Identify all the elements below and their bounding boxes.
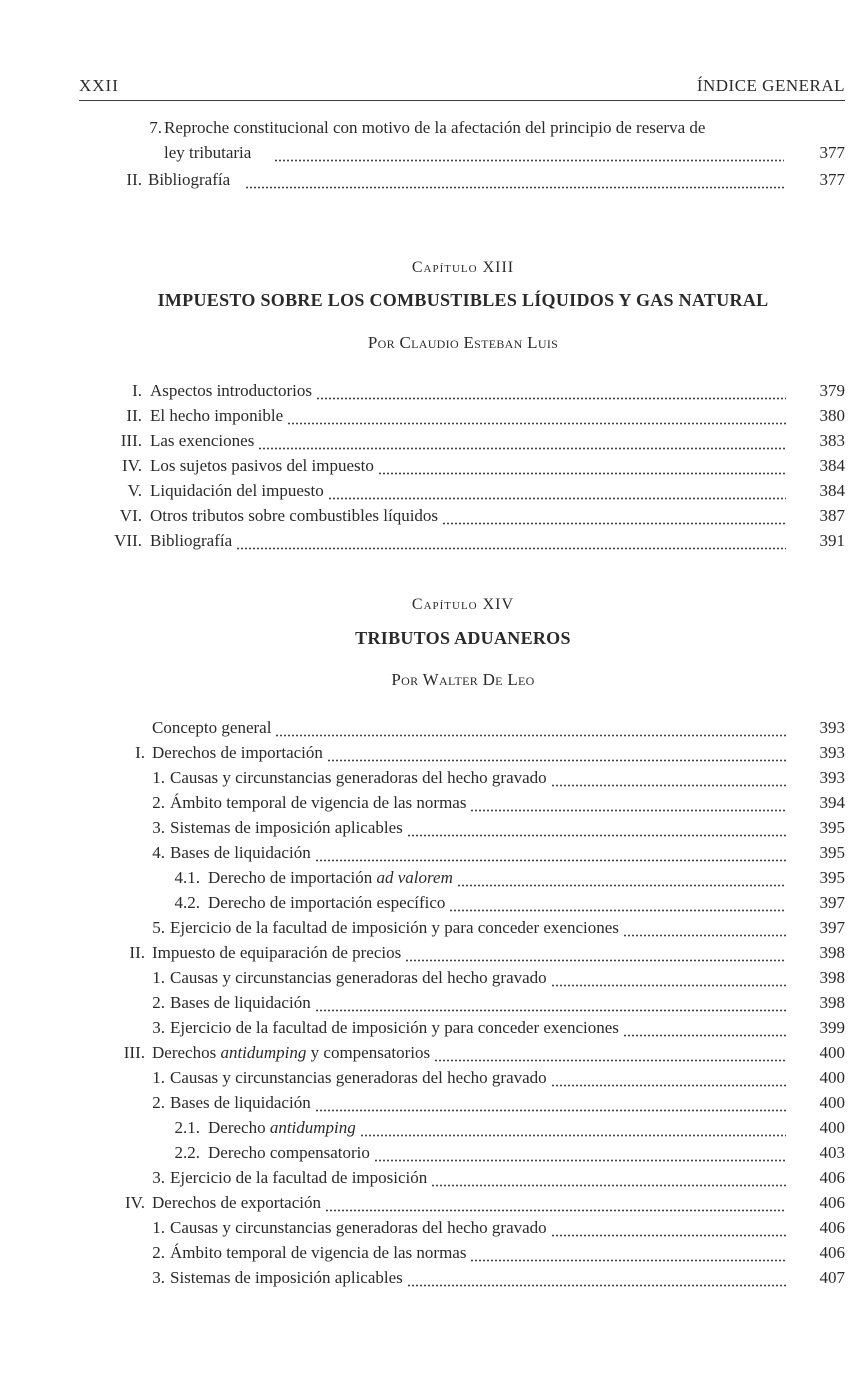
entry-text bbox=[150, 456, 374, 476]
page-number-roman: XXII bbox=[79, 76, 119, 95]
entry-page: 406 bbox=[819, 1193, 845, 1212]
toc-entry bbox=[0, 1118, 867, 1144]
entry-number: IV. bbox=[125, 1193, 145, 1212]
toc-entry bbox=[0, 793, 867, 819]
toc-entry-continuation bbox=[0, 143, 867, 169]
entry-number: 2. bbox=[152, 993, 165, 1012]
running-header bbox=[79, 74, 845, 101]
chapter-title: IMPUESTO SOBRE LOS COMBUSTIBLES LÍQUIDOS Y GAS NATURAL bbox=[157, 290, 769, 310]
entry-number: II. bbox=[126, 170, 142, 189]
entry-text bbox=[150, 481, 324, 501]
toc-entry bbox=[0, 456, 867, 482]
toc-entry bbox=[0, 943, 867, 969]
entry-text-main: Impuesto de equiparación de precios bbox=[152, 943, 402, 962]
dot-leader bbox=[327, 759, 786, 762]
entry-number: 2.1. bbox=[174, 1118, 200, 1137]
entry-number: IV. bbox=[122, 456, 142, 475]
entry-number: III. bbox=[123, 1043, 145, 1062]
entry-number: II. bbox=[126, 406, 142, 425]
entry-text: Reproche constitucional con motivo de la afectación del principio de reserva de bbox=[164, 118, 706, 137]
entry-text bbox=[150, 381, 312, 401]
entry-text bbox=[170, 1268, 403, 1288]
entry-number: 2. bbox=[152, 793, 165, 812]
dot-leader bbox=[407, 834, 786, 837]
dot-leader bbox=[360, 1134, 786, 1137]
entry-text-main: Ámbito temporal de vigencia de las normas bbox=[170, 793, 467, 812]
dot-leader bbox=[236, 547, 786, 550]
entry-text-main: Concepto general bbox=[152, 718, 272, 737]
toc-entry bbox=[0, 431, 867, 457]
entry-text-main: Causas y circunstancias generadoras del hecho gravado bbox=[170, 768, 547, 787]
toc-entry bbox=[0, 1268, 867, 1294]
entry-text bbox=[152, 1193, 321, 1213]
entry-number: 1. bbox=[152, 1218, 165, 1237]
dot-leader bbox=[245, 186, 784, 189]
dot-leader bbox=[434, 1059, 786, 1062]
dot-leader bbox=[315, 1009, 786, 1012]
dot-leader bbox=[623, 934, 786, 937]
entry-number: 7. bbox=[149, 118, 162, 137]
entry-page: 395 bbox=[819, 843, 845, 862]
entry-text-main: Derecho compensatorio bbox=[208, 1143, 370, 1162]
toc-entry bbox=[0, 170, 867, 196]
entry-page: 393 bbox=[819, 768, 845, 787]
entry-text-main: Causas y circunstancias generadoras del hecho gravado bbox=[170, 1068, 547, 1087]
entry-page: 395 bbox=[819, 868, 845, 887]
dot-leader bbox=[325, 1209, 786, 1212]
entry-page: 403 bbox=[819, 1143, 845, 1162]
dot-leader bbox=[407, 1284, 786, 1287]
entry-text bbox=[170, 1093, 311, 1113]
entry-number: 2. bbox=[152, 1093, 165, 1112]
entry-text bbox=[208, 868, 453, 888]
entry-text bbox=[208, 893, 445, 913]
entry-text-main: Aspectos introductorios bbox=[150, 381, 312, 400]
entry-page: 377 bbox=[819, 170, 845, 189]
entry-text bbox=[152, 943, 401, 963]
dot-leader bbox=[274, 159, 784, 162]
entry-text bbox=[150, 531, 232, 551]
entry-text bbox=[152, 1043, 430, 1063]
entry-text bbox=[150, 506, 438, 526]
toc-entry bbox=[0, 768, 867, 794]
toc-entry bbox=[0, 718, 867, 744]
entry-text-italic: ad valorem bbox=[376, 868, 453, 887]
entry-text-main: Causas y circunstancias generadoras del hecho gravado bbox=[170, 968, 547, 987]
toc-entry bbox=[0, 868, 867, 894]
chapter-label: Capítulo XIV bbox=[411, 596, 515, 613]
entry-page: 384 bbox=[819, 456, 845, 475]
toc-entry bbox=[0, 1218, 867, 1244]
entry-number: 2. bbox=[152, 1243, 165, 1262]
entry-text-main: Derechos de exportación bbox=[152, 1193, 321, 1212]
dot-leader bbox=[405, 959, 786, 962]
entry-text-main: Bibliografía bbox=[150, 531, 233, 550]
toc-entry bbox=[0, 968, 867, 994]
entry-page: 395 bbox=[819, 818, 845, 837]
toc-entry bbox=[0, 993, 867, 1019]
dot-leader bbox=[374, 1159, 786, 1162]
toc-entry bbox=[0, 531, 867, 557]
entry-text-main: Bases de liquidación bbox=[170, 1093, 311, 1112]
dot-leader bbox=[470, 1259, 786, 1262]
dot-leader bbox=[275, 734, 786, 737]
dot-leader bbox=[442, 522, 786, 525]
entry-text-main: Ámbito temporal de vigencia de las normas bbox=[170, 1243, 467, 1262]
entry-page: 391 bbox=[819, 531, 845, 550]
entry-text-main: Derechos bbox=[152, 1043, 217, 1062]
entry-number: 3. bbox=[152, 1268, 165, 1287]
chapter-author: Por Claudio Esteban Luis bbox=[367, 333, 559, 352]
entry-text bbox=[170, 793, 466, 813]
entry-page: 397 bbox=[819, 893, 845, 912]
entry-text bbox=[150, 431, 254, 451]
entry-text-main: Liquidación del impuesto bbox=[150, 481, 324, 500]
entry-text-main: Causas y circunstancias generadoras del hecho gravado bbox=[170, 1218, 547, 1237]
entry-page: 377 bbox=[819, 143, 845, 162]
entry-number: 5. bbox=[152, 918, 165, 937]
entry-text bbox=[150, 406, 283, 426]
entry-text bbox=[170, 918, 619, 938]
entry-number: 1. bbox=[152, 768, 165, 787]
entry-page: 406 bbox=[819, 1168, 845, 1187]
entry-text bbox=[170, 1243, 466, 1263]
toc-entry bbox=[0, 406, 867, 432]
dot-leader bbox=[457, 884, 786, 887]
entry-number: I. bbox=[135, 743, 145, 762]
entry-text bbox=[170, 993, 311, 1013]
dot-leader bbox=[316, 397, 786, 400]
entry-number: 3. bbox=[152, 1168, 165, 1187]
entry-page: 406 bbox=[819, 1243, 845, 1262]
entry-number: 2.2. bbox=[174, 1143, 200, 1162]
entry-text bbox=[170, 843, 311, 863]
entry-page: 400 bbox=[819, 1118, 845, 1137]
entry-page: 387 bbox=[819, 506, 845, 525]
entry-text bbox=[170, 968, 547, 988]
entry-page: 384 bbox=[819, 481, 845, 500]
entry-number: V. bbox=[127, 481, 142, 500]
toc-entry bbox=[0, 1193, 867, 1219]
entry-text-main: Sistemas de imposición aplicables bbox=[170, 818, 403, 837]
entry-text-main: El hecho imponible bbox=[150, 406, 284, 425]
toc-entry bbox=[0, 1068, 867, 1094]
entry-text bbox=[152, 743, 323, 763]
toc-entry bbox=[0, 843, 867, 869]
dot-leader bbox=[449, 909, 786, 912]
entry-page: 393 bbox=[819, 743, 845, 762]
entry-text-main: Ejercicio de la facultad de imposición y para conceder exenciones bbox=[170, 918, 619, 937]
entry-text-main: Derecho bbox=[208, 1118, 266, 1137]
entry-text-tail: y compensatorios bbox=[310, 1043, 431, 1062]
toc-entry bbox=[0, 506, 867, 532]
entry-text-main: Sistemas de imposición aplicables bbox=[170, 1268, 403, 1287]
entry-text: Bibliografía bbox=[148, 170, 231, 189]
entry-number: 4.1. bbox=[174, 868, 200, 887]
dot-leader bbox=[551, 784, 786, 787]
entry-text bbox=[170, 818, 403, 838]
toc-entry bbox=[0, 818, 867, 844]
entry-page: 400 bbox=[819, 1093, 845, 1112]
entry-page: 397 bbox=[819, 918, 845, 937]
entry-page: 400 bbox=[819, 1068, 845, 1087]
entry-text-main: Bases de liquidación bbox=[170, 843, 311, 862]
dot-leader bbox=[551, 1234, 786, 1237]
entry-text-italic: antidumping bbox=[220, 1043, 307, 1062]
entry-text-main: Derecho de importación bbox=[208, 868, 373, 887]
dot-leader bbox=[551, 984, 786, 987]
entry-page: 400 bbox=[819, 1043, 845, 1062]
entry-number: 1. bbox=[152, 968, 165, 987]
toc-entry bbox=[0, 1093, 867, 1119]
entry-number: 4.2. bbox=[174, 893, 200, 912]
entry-text-main: Bases de liquidación bbox=[170, 993, 311, 1012]
toc-entry bbox=[0, 381, 867, 407]
chapter-title: TRIBUTOS ADUANEROS bbox=[355, 628, 571, 648]
chapter-author: Por Walter De Leo bbox=[391, 670, 535, 689]
dot-leader bbox=[328, 497, 786, 500]
entry-page: 407 bbox=[819, 1268, 845, 1287]
dot-leader bbox=[258, 447, 786, 450]
entry-text bbox=[170, 1218, 547, 1238]
toc-entry bbox=[0, 118, 867, 144]
entry-text: ley tributaria bbox=[164, 143, 252, 162]
dot-leader bbox=[287, 422, 786, 425]
entry-page: 399 bbox=[819, 1018, 845, 1037]
dot-leader bbox=[431, 1184, 786, 1187]
entry-text bbox=[152, 718, 271, 738]
toc-entry bbox=[0, 1143, 867, 1169]
toc-entry bbox=[0, 1168, 867, 1194]
entry-number: III. bbox=[120, 431, 142, 450]
entry-text-main: Otros tributos sobre combustibles líquidos bbox=[150, 506, 439, 525]
entry-text bbox=[208, 1118, 356, 1138]
entry-text-main: Ejercicio de la facultad de imposición bbox=[170, 1168, 428, 1187]
entry-number: 3. bbox=[152, 1018, 165, 1037]
entry-page: 383 bbox=[819, 431, 845, 450]
running-title: ÍNDICE GENERAL bbox=[696, 76, 845, 95]
entry-number: 3. bbox=[152, 818, 165, 837]
entry-text bbox=[170, 1168, 427, 1188]
entry-text bbox=[170, 1068, 547, 1088]
entry-text bbox=[170, 768, 547, 788]
entry-page: 380 bbox=[819, 406, 845, 425]
toc-entry bbox=[0, 893, 867, 919]
dot-leader bbox=[551, 1084, 786, 1087]
entry-number: I. bbox=[132, 381, 142, 400]
chapter-label: Capítulo XIII bbox=[411, 259, 515, 276]
entry-page: 394 bbox=[819, 793, 845, 812]
toc-entry bbox=[0, 1043, 867, 1069]
entry-text-main: Derecho de importación específico bbox=[208, 893, 446, 912]
entry-number: VI. bbox=[119, 506, 142, 525]
entry-text-main: Ejercicio de la facultad de imposición y para conceder exenciones bbox=[170, 1018, 619, 1037]
entry-page: 398 bbox=[819, 993, 845, 1012]
toc-entry bbox=[0, 1243, 867, 1269]
toc-entry bbox=[0, 918, 867, 944]
dot-leader bbox=[315, 1109, 786, 1112]
entry-text-italic: antidumping bbox=[269, 1118, 356, 1137]
entry-number: II. bbox=[129, 943, 145, 962]
entry-number: 1. bbox=[152, 1068, 165, 1087]
entry-text-main: Los sujetos pasivos del impuesto bbox=[150, 456, 374, 475]
entry-number: 4. bbox=[152, 843, 165, 862]
entry-text bbox=[170, 1018, 619, 1038]
entry-text-main: Derechos de importación bbox=[152, 743, 323, 762]
dot-leader bbox=[378, 472, 786, 475]
toc-entry bbox=[0, 743, 867, 769]
entry-text bbox=[208, 1143, 370, 1163]
entry-page: 393 bbox=[819, 718, 845, 737]
entry-page: 379 bbox=[819, 381, 845, 400]
entry-page: 398 bbox=[819, 968, 845, 987]
toc-entry bbox=[0, 481, 867, 507]
dot-leader bbox=[315, 859, 786, 862]
dot-leader bbox=[470, 809, 786, 812]
entry-page: 406 bbox=[819, 1218, 845, 1237]
toc-entry bbox=[0, 1018, 867, 1044]
entry-page: 398 bbox=[819, 943, 845, 962]
dot-leader bbox=[623, 1034, 786, 1037]
entry-text-main: Las exenciones bbox=[150, 431, 255, 450]
entry-number: VII. bbox=[114, 531, 142, 550]
